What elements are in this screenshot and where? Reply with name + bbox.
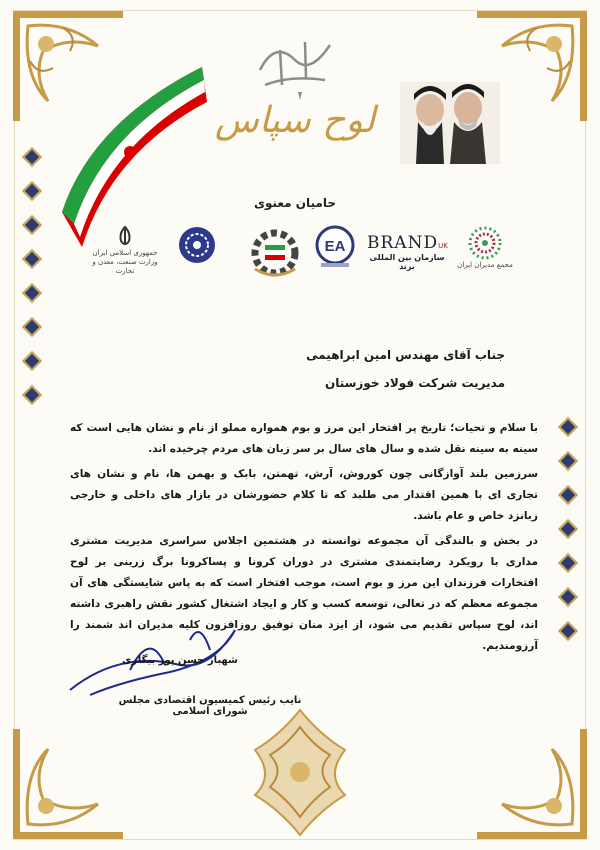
emblem-icon (113, 225, 137, 249)
diamond-icon (558, 587, 578, 607)
diamond-icon (558, 485, 578, 505)
corner-ornament-bottom-left (8, 724, 128, 844)
diamond-icon (558, 451, 578, 471)
diamond-icon (22, 351, 42, 371)
bismillah-calligraphy (250, 30, 340, 105)
signer-name: شهباز حسن پور بیگلری (122, 655, 238, 666)
diamond-icon (558, 519, 578, 539)
chamber-logo (177, 225, 217, 265)
diamond-icon (22, 147, 42, 167)
sponsor-logos (85, 225, 515, 295)
recipient-company: مدیریت شرکت فولاد خوزستان (324, 376, 505, 390)
svg-text:EA: EA (324, 238, 346, 255)
diamond-icon (22, 317, 42, 337)
gear-flag-logo (247, 225, 303, 281)
diamond-icon (22, 385, 42, 405)
gear-icon (247, 225, 303, 281)
flower-pattern-icon (467, 225, 503, 261)
globe-icon (177, 225, 217, 265)
diamond-icon (22, 215, 42, 235)
managers-assembly-logo: مجمع مدیران ایران (455, 225, 515, 270)
diamond-icon (22, 283, 42, 303)
body-paragraph: سرزمین بلند آوازگانی چون کوروش، آرش، تهمتن، بابک و بهمن ها، نام و نشان های تجاری ای با همین اقتدار می طلبد که تا کلام حضورشان در بازار های داخلی و خارجی زبانزد خاص و عام باشد. (70, 468, 538, 522)
ea-circle-icon (313, 225, 357, 269)
diamond-icon (22, 249, 42, 269)
bottom-medallion-ornament (245, 705, 355, 840)
sponsors-label: حامیان معنوی (253, 196, 337, 210)
signer-title: نایب رئیس کمیسیون اقتصادی مجلس شورای اسلامی (118, 695, 302, 717)
diamond-icon (22, 181, 42, 201)
body-paragraph: با سلام و تحیات؛ تاریخ پر افتخار این مرز و بوم همواره مملو از نام و نشان هایی است که سینه به سینه نقل شده و سال های سال بر سر زبان های مردم چرخیده اند. (70, 422, 538, 455)
certificate-title: لوح سپاس (214, 100, 376, 141)
recipient-block (85, 341, 505, 397)
diamond-icon (558, 621, 578, 641)
leaders-portrait (400, 82, 500, 164)
ea-logo (313, 225, 357, 269)
ministry-logo: جمهوری اسلامی ایران وزارت صنعت، معدن و تجارت (85, 225, 165, 276)
right-side-ornament (558, 420, 578, 658)
iran-flag-icon (52, 62, 212, 252)
corner-ornament-bottom-right (472, 724, 592, 844)
left-side-ornament (22, 150, 42, 422)
brand-uk-logo: BRANDUK سازمان بین المللی برند (367, 233, 448, 271)
recipient-name: جناب آقای مهندس امین ابراهیمی (306, 348, 505, 362)
diamond-icon (558, 417, 578, 437)
body-paragraph: در بخش و بالندگی آن مجموعه توانسته در هشتمین اجلاس سراسری مدیریت مشتری مداری با رویکرد رضایتمندی مشتری در دوران کرونا و پساکرونا برگ زرینی بر لوح افتخارات فرزندان این مرز و بوم است، موجب افتخار است که به پاس شایستگی های آن مجموعه معظم که در تعالی، توسعه کسب و کار و ایجاد اشتغال کشور نقش راهبری داشته اند، لوح سپاس تقدیم می شود، از ایزد منان توفیق روزافزون کلیه مدیران اند شمند را آرزومندیم. (70, 535, 538, 652)
diamond-icon (558, 553, 578, 573)
